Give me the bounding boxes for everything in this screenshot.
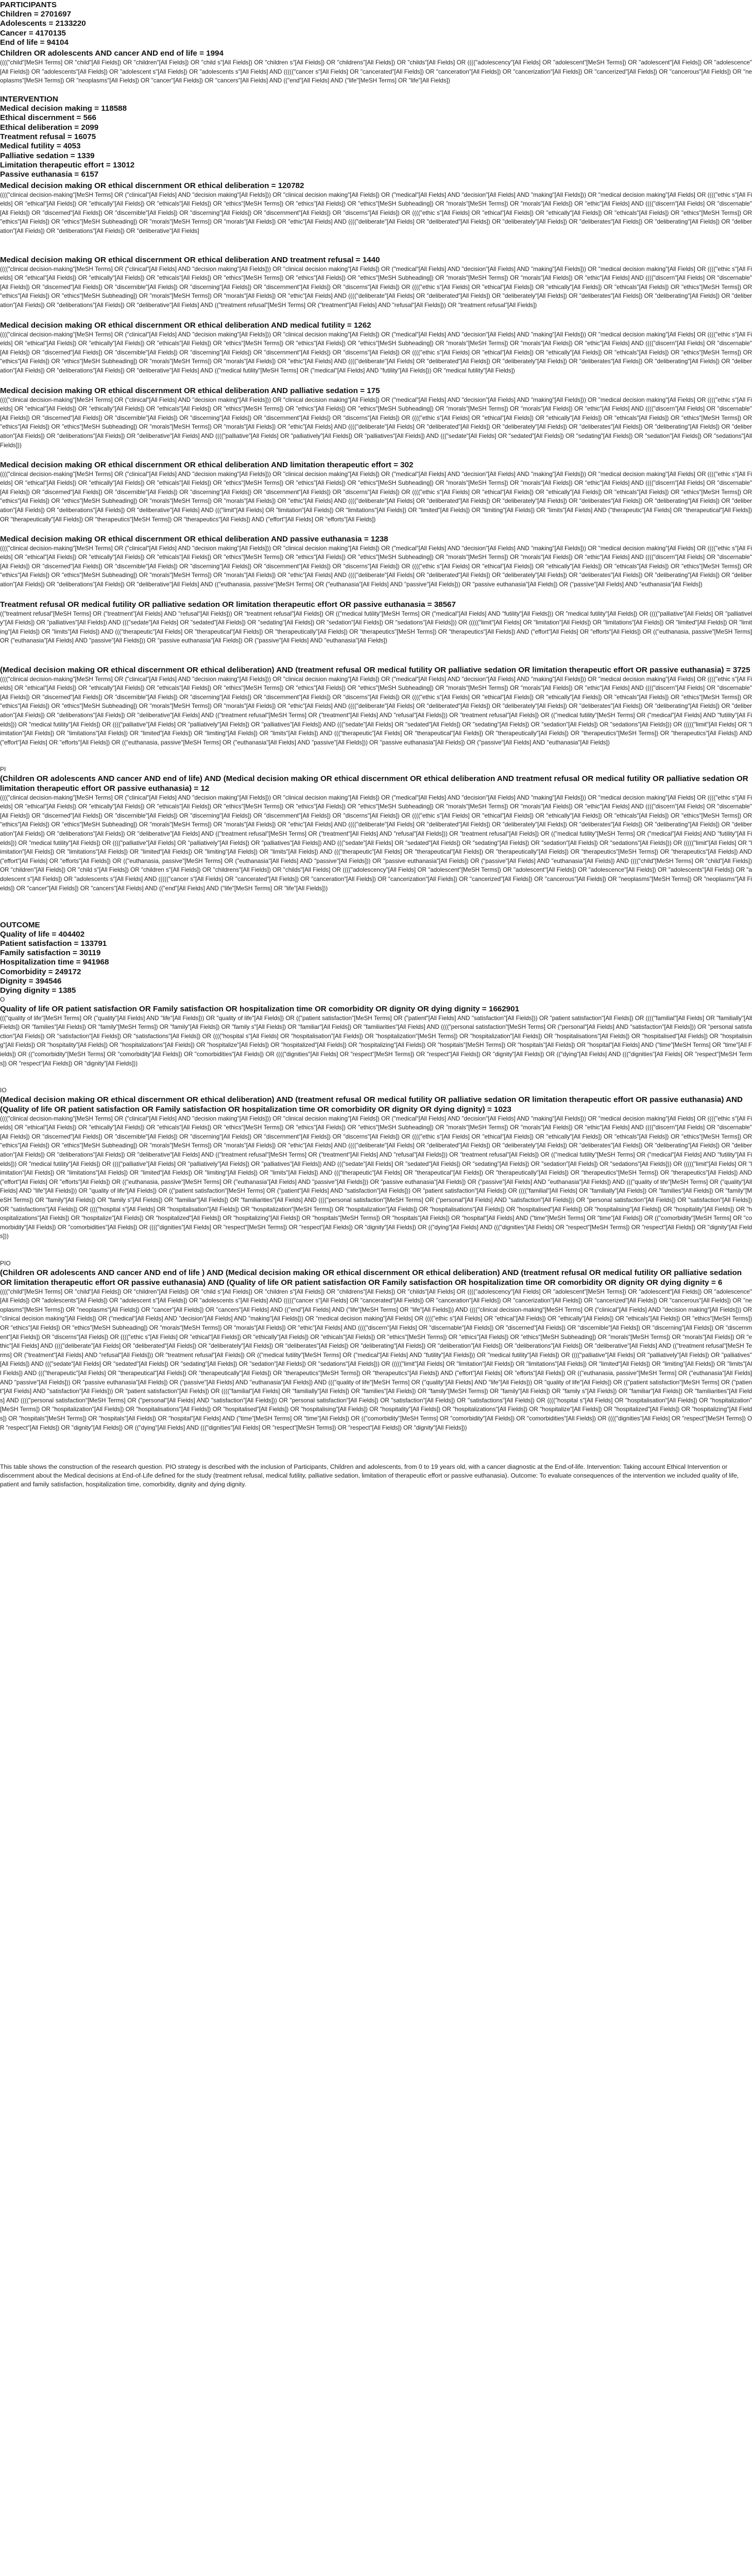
query-heading: Quality of life OR patient satisfaction OR Family satisfaction OR hospitalization time OR comorbidity OR dignity OR dying dignity = 1662901 (0, 1004, 520, 1013)
query-string: (((("clinical decision-making"[MeSH Terms] OR ("clinical"[All Fields] AND "decision making"[All Fields])) OR "clinical decision making"[All Fields]) OR ("medical"[All Fields] AND "decision"[All Fields] AND "making"[All Fields])) OR "medical decision making"[All Fields] OR (((("ethic s"[All Fields] OR "ethical"[All Fields]) OR "ethically"[All Fields]) OR "ethicals"[All Fields]) OR "ethics"[MeSH Terms]) OR "ethics"[All Fields]) OR "ethics"[MeSH Subheading]) OR "morals"[MeSH Terms]) OR "morals"[All Fields]) OR "ethic"[All Fields] AND (((("discern"[All Fields] OR "discernable"[All Fields]) OR "discerned"[All Fields]) OR "discernible"[All Fields]) OR "discerning"[All Fields]) OR "discernment"[All Fields]) OR "discerns"[All Fields]) OR (((("ethic s"[All Fields] OR "ethical"[All Fields]) OR "ethically"[All Fields]) OR "ethicals"[All Fields]) OR "ethics"[MeSH Terms]) OR "ethics"[All Fields]) OR "ethics"[MeSH Subheading]) OR "morals"[MeSH Terms]) OR "morals"[All Fields]) OR "ethic"[All Fields] AND (((("deliberate"[All Fields] OR "deliberated"[All Fields]) OR "deliberately"[All Fields]) OR "deliberates"[All Fields]) OR "deliberating"[All Fields]) OR "deliberation"[All Fields]) OR "deliberations"[All Fields]) OR "deliberative"[All Fields] AND (("medical futility"[MeSH Terms] OR ("medical"[All Fields] AND "futility"[All Fields])) OR "medical futility"[All Fields]) (0, 331, 752, 374)
pio-query-block (0, 1268, 752, 1460)
query-string: (((("clinical decision-making"[MeSH Terms] OR ("clinical"[All Fields] AND "decision making"[All Fields])) OR "clinical decision making"[All Fields]) OR ("medical"[All Fields] AND "decision"[All Fields] AND "making"[All Fields])) OR "medical decision making"[All Fields] OR (((("ethic s"[All Fields] OR "ethical"[All Fields]) OR "ethically"[All Fields]) OR "ethicals"[All Fields]) OR "ethics"[MeSH Terms]) OR "ethics"[All Fields]) OR "ethics"[MeSH Subheading]) OR "morals"[MeSH Terms]) OR "morals"[All Fields]) OR "ethic"[All Fields] AND (((("discern"[All Fields] OR "discernable"[All Fields]) OR "discerned"[All Fields]) OR "discernible"[All Fields]) OR "discerning"[All Fields]) OR "discernment"[All Fields]) OR "discerns"[All Fields]) OR (((("ethic s"[All Fields] OR "ethical"[All Fields]) OR "ethically"[All Fields]) OR "ethicals"[All Fields]) OR "ethics"[MeSH Terms]) OR "ethics"[All Fields]) OR "ethics"[MeSH Subheading]) OR "morals"[MeSH Terms]) OR "morals"[All Fields]) OR "ethic"[All Fields] AND (((("deliberate"[All Fields] OR "deliberated"[All Fields]) OR "deliberately"[All Fields]) OR "deliberates"[All Fields]) OR "deliberating"[All Fields]) OR "deliberation"[All Fields]) OR "deliberations"[All Fields]) OR "deliberative"[All Fields] AND (("treatment refusal"[MeSH Terms] OR ("treatment"[All Fields] AND "refusal"[All Fields])) OR "treatment refusal"[All Fields]) OR (("medical futility"[MeSH Terms] OR ("medical"[All Fields] AND "futility"[All Fields])) OR "medical futility"[All Fields]) OR (((("palliative"[All Fields] OR "palliatively"[All Fields]) OR "palliatives"[All Fields]) AND ((("sedate"[All Fields] OR "sedated"[All Fields]) OR "sedating"[All Fields]) OR "sedation"[All Fields]) OR "sedations"[All Fields])) OR ((((("limit"[All Fields] OR "limitation"[All Fields]) OR "limitations"[All Fields]) OR "limited"[All Fields]) OR "limiting"[All Fields]) OR "limits"[All Fields]) AND ((("therapeutic"[All Fields] OR "therapeutical"[All Fields]) OR "therapeutically"[All Fields]) OR "therapeutics"[MeSH Terms]) OR "therapeutics"[All Fields]) AND ("effort"[All Fields] OR "efforts"[All Fields]) OR (("euthanasia, passive"[MeSH Terms] OR ("euthanasia"[All Fields] AND "passive"[All Fields])) OR "passive euthanasia"[All Fields]) OR ("passive"[All Fields] AND "euthanasia"[All Fields]) AND ((("quality of life"[MeSH Terms] OR ("quality"[All Fields] AND "life"[All Fields])) OR "quality of life"[All Fields]) OR (("patient satisfaction"[MeSH Terms] OR ("patient"[All Fields] AND "satisfaction"[All Fields])) OR "patient satisfaction"[All Fields]) OR (((("familial"[All Fields] OR "familially"[All Fields]) OR "families"[All Fields]) OR "family"[MeSH Terms]) OR "family"[All Fields]) OR "family s"[All Fields]) OR "familiar"[All Fields]) OR "familiarities"[All Fields] AND (((("personal satisfaction"[MeSH Terms] OR ("personal"[All Fields] AND "satisfaction"[All Fields])) OR "personal satisfaction"[All Fields]) OR "satisfaction"[All Fields]) OR "satisfactions"[All Fields]) OR (((("hospital s"[All Fields] OR "hospitalisation"[All Fields]) OR "hospitalization"[MeSH Terms]) OR "hospitalization"[All Fields]) OR "hospitalisations"[All Fields]) OR "hospitalised"[All Fields]) OR "hospitalising"[All Fields]) OR "hospitality"[All Fields]) OR "hospitalizations"[All Fields]) OR "hospitalize"[All Fields]) OR "hospitalized"[All Fields]) OR "hospitalizing"[All Fields]) OR "hospitals"[MeSH Terms]) OR "hospitals"[All Fields]) OR "hospital"[All Fields] AND ("time"[MeSH Terms] OR "time"[All Fields]) OR (("comorbidity"[MeSH Terms] OR "comorbidity"[All Fields]) OR "comorbidities"[All Fields]) OR (((("dignities"[All Fields] OR "respect"[MeSH Terms]) OR "respect"[All Fields]) OR "dignity"[All Fields]) OR (("dying"[All Fields] AND ((("dignities"[All Fields] OR "respect"[MeSH Terms]) OR "respect"[All Fields]) OR "dignity"[All Fields])) (0, 1115, 752, 1240)
outcome-heading: OUTCOME (0, 920, 40, 929)
query-heading: Medical decision making OR ethical discernment OR ethical deliberation AND medical futility = 1262 (0, 320, 371, 330)
stat-comorbidity: Comorbidity = 249172 (0, 967, 81, 976)
query-string: (((("clinical decision-making"[MeSH Terms] OR ("clinical"[All Fields] AND "decision making"[All Fields])) OR "clinical decision making"[All Fields]) OR ("medical"[All Fields] AND "decision"[All Fields] AND "making"[All Fields])) OR "medical decision making"[All Fields] OR (((("ethic s"[All Fields] OR "ethical"[All Fields]) OR "ethically"[All Fields]) OR "ethicals"[All Fields]) OR "ethics"[MeSH Terms]) OR "ethics"[All Fields]) OR "ethics"[MeSH Subheading]) OR "morals"[MeSH Terms]) OR "morals"[All Fields]) OR "ethic"[All Fields] AND (((("discern"[All Fields] OR "discernable"[All Fields]) OR "discerned"[All Fields]) OR "discernible"[All Fields]) OR "discerning"[All Fields]) OR "discernment"[All Fields]) OR "discerns"[All Fields]) OR (((("ethic s"[All Fields] OR "ethical"[All Fields]) OR "ethically"[All Fields]) OR "ethicals"[All Fields]) OR "ethics"[MeSH Terms]) OR "ethics"[All Fields]) OR "ethics"[MeSH Subheading]) OR "morals"[MeSH Terms]) OR "morals"[All Fields]) OR "ethic"[All Fields] AND (((("deliberate"[All Fields] OR "deliberated"[All Fields]) OR "deliberately"[All Fields]) OR "deliberates"[All Fields]) OR "deliberating"[All Fields]) OR "deliberation"[All Fields]) OR "deliberations"[All Fields]) OR "deliberative"[All Fields] AND (("euthanasia, passive"[MeSH Terms] OR ("euthanasia"[All Fields] AND "passive"[All Fields])) OR "passive euthanasia"[All Fields]) OR ("passive"[All Fields] AND "euthanasia"[All Fields]) (0, 545, 752, 588)
pi-query-block (0, 774, 752, 920)
stat-adolescents: Adolescents = 2133220 (0, 19, 86, 28)
query-string: (((("clinical decision-making"[MeSH Terms] OR ("clinical"[All Fields] AND "decision making"[All Fields])) OR "clinical decision making"[All Fields]) OR ("medical"[All Fields] AND "decision"[All Fields] AND "making"[All Fields])) OR "medical decision making"[All Fields] OR (((("ethic s"[All Fields] OR "ethical"[All Fields]) OR "ethically"[All Fields]) OR "ethicals"[All Fields]) OR "ethics"[MeSH Terms]) OR "ethics"[All Fields]) OR "ethics"[MeSH Subheading]) OR "morals"[MeSH Terms]) OR "morals"[All Fields]) OR "ethic"[All Fields] AND (((("discern"[All Fields] OR "discernable"[All Fields]) OR "discerned"[All Fields]) OR "discernible"[All Fields]) OR "discerning"[All Fields]) OR "discernment"[All Fields]) OR "discerns"[All Fields]) OR (((("ethic s"[All Fields] OR "ethical"[All Fields]) OR "ethically"[All Fields]) OR "ethicals"[All Fields]) OR "ethics"[MeSH Terms]) OR "ethics"[All Fields]) OR "ethics"[MeSH Subheading]) OR "morals"[MeSH Terms]) OR "morals"[All Fields]) OR "ethic"[All Fields] AND (((("deliberate"[All Fields] OR "deliberated"[All Fields]) OR "deliberately"[All Fields]) OR "deliberates"[All Fields]) OR "deliberating"[All Fields]) OR "deliberation"[All Fields]) OR "deliberations"[All Fields]) OR "deliberative"[All Fields] AND (("treatment refusal"[MeSH Terms] OR ("treatment"[All Fields] AND "refusal"[All Fields])) OR "treatment refusal"[All Fields]) OR (("medical futility"[MeSH Terms] OR ("medical"[All Fields] AND "futility"[All Fields])) OR "medical futility"[All Fields]) OR (((("palliative"[All Fields] OR "palliatively"[All Fields]) OR "palliatives"[All Fields]) AND ((("sedate"[All Fields] OR "sedated"[All Fields]) OR "sedating"[All Fields]) OR "sedation"[All Fields]) OR "sedations"[All Fields])) OR ((((("limit"[All Fields] OR "limitation"[All Fields]) OR "limitations"[All Fields]) OR "limited"[All Fields]) OR "limiting"[All Fields]) OR "limits"[All Fields]) AND ((("therapeutic"[All Fields] OR "therapeutical"[All Fields]) OR "therapeutically"[All Fields]) OR "therapeutics"[MeSH Terms]) OR "therapeutics"[All Fields]) AND ("effort"[All Fields] OR "efforts"[All Fields]) OR (("euthanasia, passive"[MeSH Terms] OR ("euthanasia"[All Fields] AND "passive"[All Fields])) OR "passive euthanasia"[All Fields]) OR ("passive"[All Fields] AND "euthanasia"[All Fields]) (0, 675, 752, 746)
stat-palliative-sedation: Palliative sedation = 1339 (0, 151, 95, 160)
participants-heading: PARTICIPANTS (0, 1, 57, 9)
intervention-query-block (0, 460, 752, 533)
query-heading: (Medical decision making OR ethical discernment OR ethical deliberation) AND (treatment refusal OR medical futility OR palliative sedation OR limitation therapeutic effort OR passive euthanasia) AND (Quality of life OR patient satisfaction OR Family satisfaction OR hospitalization time OR comorbidity OR dignity OR dying dignity) = 1023 (0, 1095, 743, 1114)
intervention-query-block (0, 665, 752, 766)
intervention-query-block (0, 320, 752, 385)
query-string: (((("clinical decision-making"[MeSH Terms] OR ("clinical"[All Fields] AND "decision making"[All Fields])) OR "clinical decision making"[All Fields]) OR ("medical"[All Fields] AND "decision"[All Fields] AND "making"[All Fields])) OR "medical decision making"[All Fields] OR (((("ethic s"[All Fields] OR "ethical"[All Fields]) OR "ethically"[All Fields]) OR "ethicals"[All Fields]) OR "ethics"[MeSH Terms]) OR "ethics"[All Fields]) OR "ethics"[MeSH Subheading]) OR "morals"[MeSH Terms]) OR "morals"[All Fields]) OR "ethic"[All Fields] AND (((("discern"[All Fields] OR "discernable"[All Fields]) OR "discerned"[All Fields]) OR "discernible"[All Fields]) OR "discerning"[All Fields]) OR "discernment"[All Fields]) OR "discerns"[All Fields]) OR (((("ethic s"[All Fields] OR "ethical"[All Fields]) OR "ethically"[All Fields]) OR "ethicals"[All Fields]) OR "ethics"[MeSH Terms]) OR "ethics"[All Fields]) OR "ethics"[MeSH Subheading]) OR "morals"[MeSH Terms]) OR "morals"[All Fields]) OR "ethic"[All Fields] AND (((("deliberate"[All Fields] OR "deliberated"[All Fields]) OR "deliberately"[All Fields]) OR "deliberates"[All Fields]) OR "deliberating"[All Fields]) OR "deliberation"[All Fields]) OR "deliberations"[All Fields]) OR "deliberative"[All Fields] AND ((("limit"[All Fields] OR "limitation"[All Fields]) OR "limitations"[All Fields]) OR "limited"[All Fields]) OR "limiting"[All Fields]) OR "limits"[All Fields] AND ("therapeutic"[All Fields] OR "therapeutical"[All Fields]) OR "therapeutically"[All Fields]) OR "therapeutics"[MeSH Terms]) OR "therapeutics"[All Fields]) AND ("effort"[All Fields] OR "efforts"[All Fields]) (0, 470, 752, 523)
stat-medical-futility: Medical futility = 4053 (0, 142, 81, 151)
query-string: (((("clinical decision-making"[MeSH Terms] OR ("clinical"[All Fields] AND "decision making"[All Fields])) OR "clinical decision making"[All Fields]) OR ("medical"[All Fields] AND "decision"[All Fields] AND "making"[All Fields])) OR "medical decision making"[All Fields] OR (((("ethic s"[All Fields] OR "ethical"[All Fields]) OR "ethically"[All Fields]) OR "ethicals"[All Fields]) OR "ethics"[MeSH Terms]) OR "ethics"[All Fields]) OR "ethics"[MeSH Subheading]) OR "morals"[MeSH Terms]) OR "morals"[All Fields]) OR "ethic"[All Fields] AND (((("discern"[All Fields] OR "discernable"[All Fields]) OR "discerned"[All Fields]) OR "discernible"[All Fields]) OR "discerning"[All Fields]) OR "discernment"[All Fields]) OR "discerns"[All Fields]) OR (((("ethic s"[All Fields] OR "ethical"[All Fields]) OR "ethically"[All Fields]) OR "ethicals"[All Fields]) OR "ethics"[MeSH Terms]) OR "ethics"[All Fields]) OR "ethics"[MeSH Subheading]) OR "morals"[MeSH Terms]) OR "morals"[All Fields]) OR "ethic"[All Fields] AND (((("deliberate"[All Fields] OR "deliberated"[All Fields]) OR "deliberately"[All Fields]) OR "deliberates"[All Fields]) OR "deliberating"[All Fields]) OR "deliberation"[All Fields]) OR "deliberations"[All Fields]) OR "deliberative"[All Fields] AND (("treatment refusal"[MeSH Terms] OR ("treatment"[All Fields] AND "refusal"[All Fields])) OR "treatment refusal"[All Fields]) (0, 265, 752, 309)
stat-passive-euthanasia: Passive euthanasia = 6157 (0, 170, 99, 179)
query-heading: Medical decision making OR ethical discernment OR ethical deliberation AND treatment refusal = 1440 (0, 255, 380, 264)
query-heading: Children OR adolescents AND cancer AND end of life = 1994 (0, 49, 224, 58)
query-string: (("treatment refusal"[MeSH Terms] OR ("treatment"[All Fields] AND "refusal"[All Fields])) OR "treatment refusal"[All Fields]) OR (("medical futility"[MeSH Terms] OR ("medical"[All Fields] AND "futility"[All Fields])) OR "medical futility"[All Fields]) OR (((("palliative"[All Fields] OR "palliatively"[All Fields]) OR "palliatives"[All Fields]) AND ((("sedate"[All Fields] OR "sedated"[All Fields]) OR "sedating"[All Fields]) OR "sedation"[All Fields]) OR "sedations"[All Fields])) OR ((((("limit"[All Fields] OR "limitation"[All Fields]) OR "limitations"[All Fields]) OR "limited"[All Fields]) OR "limiting"[All Fields]) OR "limits"[All Fields]) AND ((("therapeutic"[All Fields] OR "therapeutical"[All Fields]) OR "therapeutically"[All Fields]) OR "therapeutics"[MeSH Terms]) OR "therapeutics"[All Fields]) AND ("effort"[All Fields] OR "efforts"[All Fields]) OR (("euthanasia, passive"[MeSH Terms] OR ("euthanasia"[All Fields] AND "passive"[All Fields])) OR "passive euthanasia"[All Fields]) OR ("passive"[All Fields] AND "euthanasia"[All Fields]) (0, 610, 752, 645)
stat-patient-satisfaction: Patient satisfaction = 133791 (0, 939, 107, 948)
stat-end-of-life: End of life = 94104 (0, 38, 69, 47)
query-string: (((("clinical decision-making"[MeSH Terms] OR ("clinical"[All Fields] AND "decision making"[All Fields])) OR "clinical decision making"[All Fields]) OR ("medical"[All Fields] AND "decision"[All Fields] AND "making"[All Fields])) OR "medical decision making"[All Fields] OR (((("ethic s"[All Fields] OR "ethical"[All Fields]) OR "ethically"[All Fields]) OR "ethicals"[All Fields]) OR "ethics"[MeSH Terms]) OR "ethics"[All Fields]) OR "ethics"[MeSH Subheading]) OR "morals"[MeSH Terms]) OR "morals"[All Fields]) OR "ethic"[All Fields] AND (((("discern"[All Fields] OR "discernable"[All Fields]) OR "discerned"[All Fields]) OR "discernible"[All Fields]) OR "discerning"[All Fields]) OR "discernment"[All Fields]) OR "discerns"[All Fields]) OR (((("ethic s"[All Fields] OR "ethical"[All Fields]) OR "ethically"[All Fields]) OR "ethicals"[All Fields]) OR "ethics"[MeSH Terms]) OR "ethics"[All Fields]) OR "ethics"[MeSH Subheading]) OR "morals"[MeSH Terms]) OR "morals"[All Fields]) OR "ethic"[All Fields] AND (((("deliberate"[All Fields] OR "deliberated"[All Fields]) OR "deliberately"[All Fields]) OR "deliberates"[All Fields]) OR "deliberating"[All Fields]) OR "deliberation"[All Fields]) OR "deliberations"[All Fields]) OR "deliberative"[All Fields] (0, 191, 752, 234)
io-query-block (0, 1095, 752, 1260)
stat-family-satisfaction: Family satisfaction = 30119 (0, 948, 101, 958)
pio-marker: PIO (0, 1259, 11, 1267)
intervention-query-block (0, 600, 752, 664)
query-string: (((("clinical decision-making"[MeSH Terms] OR ("clinical"[All Fields] AND "decision making"[All Fields])) OR "clinical decision making"[All Fields]) OR ("medical"[All Fields] AND "decision"[All Fields] AND "making"[All Fields])) OR "medical decision making"[All Fields] OR (((("ethic s"[All Fields] OR "ethical"[All Fields]) OR "ethically"[All Fields]) OR "ethicals"[All Fields]) OR "ethics"[MeSH Terms]) OR "ethics"[All Fields]) OR "ethics"[MeSH Subheading]) OR "morals"[MeSH Terms]) OR "morals"[All Fields]) OR "ethic"[All Fields] AND (((("discern"[All Fields] OR "discernable"[All Fields]) OR "discerned"[All Fields]) OR "discernible"[All Fields]) OR "discerning"[All Fields]) OR "discernment"[All Fields]) OR "discerns"[All Fields]) OR (((("ethic s"[All Fields] OR "ethical"[All Fields]) OR "ethically"[All Fields]) OR "ethicals"[All Fields]) OR "ethics"[MeSH Terms]) OR "ethics"[All Fields]) OR "ethics"[MeSH Subheading]) OR "morals"[MeSH Terms]) OR "morals"[All Fields]) OR "ethic"[All Fields] AND (((("deliberate"[All Fields] OR "deliberated"[All Fields]) OR "deliberately"[All Fields]) OR "deliberates"[All Fields]) OR "deliberating"[All Fields]) OR "deliberation"[All Fields]) OR "deliberations"[All Fields]) OR "deliberative"[All Fields] AND (("treatment refusal"[MeSH Terms] OR ("treatment"[All Fields] AND "refusal"[All Fields])) OR "treatment refusal"[All Fields]) OR (("medical futility"[MeSH Terms] OR ("medical"[All Fields] AND "futility"[All Fields])) OR "medical futility"[All Fields]) OR (((("palliative"[All Fields] OR "palliatively"[All Fields]) OR "palliatives"[All Fields]) AND ((("sedate"[All Fields] OR "sedated"[All Fields]) OR "sedating"[All Fields]) OR "sedation"[All Fields]) OR "sedations"[All Fields])) OR ((((("limit"[All Fields] OR "limitation"[All Fields]) OR "limitations"[All Fields]) OR "limited"[All Fields]) OR "limiting"[All Fields]) OR "limits"[All Fields]) AND ((("therapeutic"[All Fields] OR "therapeutical"[All Fields]) OR "therapeutically"[All Fields]) OR "therapeutics"[MeSH Terms]) OR "therapeutics"[All Fields]) AND ("effort"[All Fields] OR "efforts"[All Fields]) OR (("euthanasia, passive"[MeSH Terms] OR ("euthanasia"[All Fields] AND "passive"[All Fields])) OR "passive euthanasia"[All Fields]) OR ("passive"[All Fields] AND "euthanasia"[All Fields]) AND (((("child"[MeSH Terms] OR "child"[All Fields]) OR "children"[All Fields]) OR "child s"[All Fields]) OR "children s"[All Fields]) OR "childrens"[All Fields]) OR "childs"[All Fields] OR (((("adolescency"[All Fields] OR "adolescent"[MeSH Terms]) OR "adolescent"[All Fields]) OR "adolescence"[All Fields]) OR "adolescents"[All Fields]) OR "adolescent s"[All Fields]) OR "adolescents s"[All Fields] AND ((((("cancer s"[All Fields] OR "cancerated"[All Fields]) OR "canceration"[All Fields]) OR "cancerization"[All Fields]) OR "cancerized"[All Fields]) OR "cancerous"[All Fields]) OR "neoplasms"[MeSH Terms]) OR "neoplasms"[All Fields]) OR "cancer"[All Fields]) OR "cancers"[All Fields] AND (("end"[All Fields] AND ("life"[MeSH Terms] OR "life"[All Fields])) (0, 794, 752, 892)
query-heading: (Medical decision making OR ethical discernment OR ethical deliberation) AND (treatment refusal OR medical futility OR palliative sedation OR limitation therapeutic effort OR passive euthanasia) = 3725 (0, 665, 750, 674)
query-string: (((("clinical decision-making"[MeSH Terms] OR ("clinical"[All Fields] AND "decision making"[All Fields])) OR "clinical decision making"[All Fields]) OR ("medical"[All Fields] AND "decision"[All Fields] AND "making"[All Fields])) OR "medical decision making"[All Fields] OR (((("ethic s"[All Fields] OR "ethical"[All Fields]) OR "ethically"[All Fields]) OR "ethicals"[All Fields]) OR "ethics"[MeSH Terms]) OR "ethics"[All Fields]) OR "ethics"[MeSH Subheading]) OR "morals"[MeSH Terms]) OR "morals"[All Fields]) OR "ethic"[All Fields] AND (((("discern"[All Fields] OR "discernable"[All Fields]) OR "discerned"[All Fields]) OR "discernible"[All Fields]) OR "discerning"[All Fields]) OR "discernment"[All Fields]) OR "discerns"[All Fields]) OR (((("ethic s"[All Fields] OR "ethical"[All Fields]) OR "ethically"[All Fields]) OR "ethicals"[All Fields]) OR "ethics"[MeSH Terms]) OR "ethics"[All Fields]) OR "ethics"[MeSH Subheading]) OR "morals"[MeSH Terms]) OR "morals"[All Fields]) OR "ethic"[All Fields] AND (((("deliberate"[All Fields] OR "deliberated"[All Fields]) OR "deliberately"[All Fields]) OR "deliberates"[All Fields]) OR "deliberating"[All Fields]) OR "deliberation"[All Fields]) OR "deliberations"[All Fields]) OR "deliberative"[All Fields] AND (((("palliative"[All Fields] OR "palliatively"[All Fields]) OR "palliatives"[All Fields]) AND ((("sedate"[All Fields] OR "sedated"[All Fields]) OR "sedating"[All Fields]) OR "sedation"[All Fields]) OR "sedations"[All Fields])) (0, 396, 752, 449)
query-heading: Medical decision making OR ethical discernment OR ethical deliberation AND passive euthanasia = 1238 (0, 534, 388, 544)
intervention-query-block (0, 181, 752, 254)
intervention-section (0, 94, 752, 179)
stat-children: Children = 2701697 (0, 10, 72, 19)
query-heading: Medical decision making OR ethical discernment OR ethical deliberation = 120782 (0, 181, 304, 190)
query-string: (((("child"[MeSH Terms] OR "child"[All Fields]) OR "children"[All Fields]) OR "child s"[All Fields]) OR "children s"[All Fields]) OR "childrens"[All Fields]) OR "childs"[All Fields] OR (((("adolescency"[All Fields] OR "adolescent"[MeSH Terms]) OR "adolescent"[All Fields]) OR "adolescence"[All Fields]) OR "adolescents"[All Fields]) OR "adolescent s"[All Fields]) OR "adolescents s"[All Fields] AND ((((("cancer s"[All Fields] OR "cancerated"[All Fields]) OR "canceration"[All Fields]) OR "cancerization"[All Fields]) OR "cancerized"[All Fields]) OR "cancerous"[All Fields]) OR "neoplasms"[MeSH Terms]) OR "neoplasms"[All Fields]) OR "cancer"[All Fields]) OR "cancers"[All Fields] AND (("end"[All Fields] AND ("life"[MeSH Terms] OR "life"[All Fields]) (0, 59, 752, 84)
query-string: (((("child"[MeSH Terms] OR "child"[All Fields]) OR "children"[All Fields]) OR "child s"[All Fields]) OR "children s"[All Fields]) OR "childrens"[All Fields]) OR "childs"[All Fields] OR (((("adolescency"[All Fields] OR "adolescent"[MeSH Terms]) OR "adolescent"[All Fields]) OR "adolescence"[All Fields]) OR "adolescents"[All Fields]) OR "adolescent s"[All Fields]) OR "adolescents s"[All Fields] AND ((((("cancer s"[All Fields] OR "cancerated"[All Fields]) OR "canceration"[All Fields]) OR "cancerization"[All Fields]) OR "cancerized"[All Fields]) OR "cancerous"[All Fields]) OR "neoplasms"[MeSH Terms]) OR "neoplasms"[All Fields]) OR "cancer"[All Fields]) OR "cancers"[All Fields] AND (("end"[All Fields] AND ("life"[MeSH Terms] OR "life"[All Fields])) AND (((("clinical decision-making"[MeSH Terms] OR ("clinical"[All Fields] AND "decision making"[All Fields])) OR "clinical decision making"[All Fields]) OR ("medical"[All Fields] AND "decision"[All Fields] AND "making"[All Fields])) OR "medical decision making"[All Fields] OR (((("ethic s"[All Fields] OR "ethical"[All Fields]) OR "ethically"[All Fields]) OR "ethicals"[All Fields]) OR "ethics"[MeSH Terms]) OR "ethics"[All Fields]) OR "ethics"[MeSH Subheading]) OR "morals"[MeSH Terms]) OR "morals"[All Fields]) OR "ethic"[All Fields] AND (((("discern"[All Fields] OR "discernable"[All Fields]) OR "discerned"[All Fields]) OR "discernible"[All Fields]) OR "discerning"[All Fields]) OR "discernment"[All Fields]) OR "discerns"[All Fields]) OR (((("ethic s"[All Fields] OR "ethical"[All Fields]) OR "ethically"[All Fields]) OR "ethicals"[All Fields]) OR "ethics"[MeSH Terms]) OR "ethics"[All Fields]) OR "ethics"[MeSH Subheading]) OR "morals"[MeSH Terms]) OR "morals"[All Fields]) OR "ethic"[All Fields] AND (((("deliberate"[All Fields] OR "deliberated"[All Fields]) OR "deliberately"[All Fields]) OR "deliberates"[All Fields]) OR "deliberating"[All Fields]) OR "deliberation"[All Fields]) OR "deliberations"[All Fields]) OR "deliberative"[All Fields] AND (("treatment refusal"[MeSH Terms] OR ("treatment"[All Fields] AND "refusal"[All Fields])) OR "treatment refusal"[All Fields]) OR (("medical futility"[MeSH Terms] OR ("medical"[All Fields] AND "futility"[All Fields])) OR "medical futility"[All Fields]) OR (((("palliative"[All Fields] OR "palliatively"[All Fields]) OR "palliatives"[All Fields]) AND ((("sedate"[All Fields] OR "sedated"[All Fields]) OR "sedating"[All Fields]) OR "sedation"[All Fields]) OR "sedations"[All Fields])) OR ((((("limit"[All Fields] OR "limitation"[All Fields]) OR "limitations"[All Fields]) OR "limited"[All Fields]) OR "limiting"[All Fields]) OR "limits"[All Fields]) AND ((("therapeutic"[All Fields] OR "therapeutical"[All Fields]) OR "therapeutically"[All Fields]) OR "therapeutics"[MeSH Terms]) OR "therapeutics"[All Fields]) AND ("effort"[All Fields] OR "efforts"[All Fields]) OR (("euthanasia, passive"[MeSH Terms] OR ("euthanasia"[All Fields] AND "passive"[All Fields])) OR "passive euthanasia"[All Fields]) OR ("passive"[All Fields] AND "euthanasia"[All Fields]) AND ((("quality of life"[MeSH Terms] OR ("quality"[All Fields] AND "life"[All Fields])) OR "quality of life"[All Fields]) OR (("patient satisfaction"[MeSH Terms] OR ("patient"[All Fields] AND "satisfaction"[All Fields])) OR "patient satisfaction"[All Fields]) OR (((("familial"[All Fields] OR "familially"[All Fields]) OR "families"[All Fields]) OR "family"[MeSH Terms]) OR "family"[All Fields]) OR "family s"[All Fields]) OR "familiar"[All Fields]) OR "familiarities"[All Fields] AND (((("personal satisfaction"[MeSH Terms] OR ("personal"[All Fields] AND "satisfaction"[All Fields])) OR "personal satisfaction"[All Fields]) OR "satisfaction"[All Fields]) OR "satisfactions"[All Fields]) OR (((("hospital s"[All Fields] OR "hospitalisation"[All Fields]) OR "hospitalization"[MeSH Terms]) OR "hospitalization"[All Fields]) OR "hospitalisations"[All Fields]) OR "hospitalised"[All Fields]) OR "hospitalising"[All Fields]) OR "hospitality"[All Fields]) OR "hospitalizations"[All Fields]) OR "hospitalize"[All Fields]) OR "hospitalized"[All Fields]) OR "hospitalizing"[All Fields]) OR "hospitals"[MeSH Terms]) OR "hospitals"[All Fields]) OR "hospital"[All Fields] AND ("time"[MeSH Terms] OR "time"[All Fields]) OR (("comorbidity"[MeSH Terms] OR "comorbidity"[All Fields]) OR "comorbidities"[All Fields]) OR (((("dignities"[All Fields] OR "respect"[MeSH Terms]) OR "respect"[All Fields]) OR "dignity"[All Fields]) OR (("dying"[All Fields] AND ((("dignities"[All Fields] OR "respect"[MeSH Terms]) OR "respect"[All Fields]) OR "dignity"[All Fields])) (0, 1288, 752, 1431)
intervention-query-block (0, 534, 752, 599)
intervention-query-block (0, 255, 752, 319)
table-footnote: This table shows the construction of the research question. PIO strategy is described with the inclusion of Participants, Children and adolescents, from 0 to 19 years old, with a cancer diagnostic at the End-of-life. Intervention: Taking account Ethical Intervention or discernment about the Medical decisions at End-of-Life defined for the study (treatment refusal, medical futility, palliative sedation, limitation of therapeutic effort or passive euthanasia). Outcome: To evaluate consequences of the intervention we included quality of life, patient and family satisfaction, hospitalization time, comorbidity, dignity and dying dignity. (0, 1463, 739, 1488)
outcome-query-block (0, 1004, 752, 1087)
participants-query-block (0, 48, 752, 94)
stat-dying-dignity: Dying dignity = 1385 (0, 986, 76, 995)
stat-ethical-discernment: Ethical discernment = 566 (0, 113, 96, 123)
io-marker: IO (0, 1086, 7, 1094)
query-string: ((("quality of life"[MeSH Terms] OR ("quality"[All Fields] AND "life"[All Fields])) OR "quality of life"[All Fields]) OR (("patient satisfaction"[MeSH Terms] OR ("patient"[All Fields] AND "satisfaction"[All Fields])) OR "patient satisfaction"[All Fields]) OR (((("familial"[All Fields] OR "familially"[All Fields]) OR "families"[All Fields]) OR "family"[MeSH Terms]) OR "family"[All Fields]) OR "family s"[All Fields]) OR "familiar"[All Fields]) OR "familiarities"[All Fields] AND (((("personal satisfaction"[MeSH Terms] OR ("personal"[All Fields] AND "satisfaction"[All Fields])) OR "personal satisfaction"[All Fields]) OR "satisfaction"[All Fields]) OR "satisfactions"[All Fields]) OR (((("hospital s"[All Fields] OR "hospitalisation"[All Fields]) OR "hospitalization"[MeSH Terms]) OR "hospitalization"[All Fields]) OR "hospitalisations"[All Fields]) OR "hospitalised"[All Fields]) OR "hospitalising"[All Fields]) OR "hospitality"[All Fields]) OR "hospitalizations"[All Fields]) OR "hospitalize"[All Fields]) OR "hospitalized"[All Fields]) OR "hospitalizing"[All Fields]) OR "hospitals"[MeSH Terms]) OR "hospitals"[All Fields]) OR "hospital"[All Fields] AND ("time"[MeSH Terms] OR "time"[All Fields]) OR (("comorbidity"[MeSH Terms] OR "comorbidity"[All Fields]) OR "comorbidities"[All Fields]) OR (((("dignities"[All Fields] OR "respect"[MeSH Terms]) OR "respect"[All Fields]) OR "dignity"[All Fields]) OR (("dying"[All Fields] AND ((("dignities"[All Fields] OR "respect"[MeSH Terms]) OR "respect"[All Fields]) OR "dignity"[All Fields])) (0, 1014, 752, 1067)
query-heading: (Children OR adolescents AND cancer AND end of life ) AND (Medical decision making OR ethical discernment OR ethical deliberation) AND (treatment refusal OR medical futility OR palliative sedation OR limitation therapeutic effort OR passive euthanasia) AND (Quality of life OR patient satisfaction OR Family satisfaction OR hospitalization time OR comorbidity OR dignity OR dying dignity = 6 (0, 1268, 742, 1287)
intervention-query-block (0, 386, 752, 459)
stat-hospitalization-time: Hospitalization time = 941968 (0, 958, 109, 967)
query-heading: Treatment refusal OR medical futility OR palliative sedation OR limitation therapeutic effort OR passive euthanasia = 38567 (0, 600, 456, 609)
stat-cancer: Cancer = 4170135 (0, 28, 66, 38)
stat-dignity: Dignity = 394546 (0, 977, 62, 986)
query-heading: Medical decision making OR ethical discernment OR ethical deliberation AND limitation therapeutic effort = 302 (0, 460, 414, 469)
outcome-section (0, 920, 752, 996)
stat-medical-decision-making: Medical decision making = 118588 (0, 104, 127, 113)
stat-quality-of-life: Quality of life = 404402 (0, 929, 85, 939)
stat-ethical-deliberation: Ethical deliberation = 2099 (0, 123, 99, 132)
query-heading: Medical decision making OR ethical discernment OR ethical deliberation AND palliative sedation = 175 (0, 386, 380, 395)
stat-treatment-refusal: Treatment refusal = 16075 (0, 132, 96, 142)
o-marker: O (0, 995, 5, 1003)
stat-limitation-therapeutic-effort: Limitation therapeutic effort = 13012 (0, 160, 135, 170)
intervention-heading: INTERVENTION (0, 95, 58, 104)
participants-section (0, 0, 752, 47)
query-heading: (Children OR adolescents AND cancer AND end of life) AND (Medical decision making OR ethical discernment OR ethical deliberation AND treatment refusal OR medical futility OR palliative sedation OR limitation therapeutic effort OR passive euthanasia) = 12 (0, 774, 748, 793)
pi-marker: PI (0, 765, 6, 773)
